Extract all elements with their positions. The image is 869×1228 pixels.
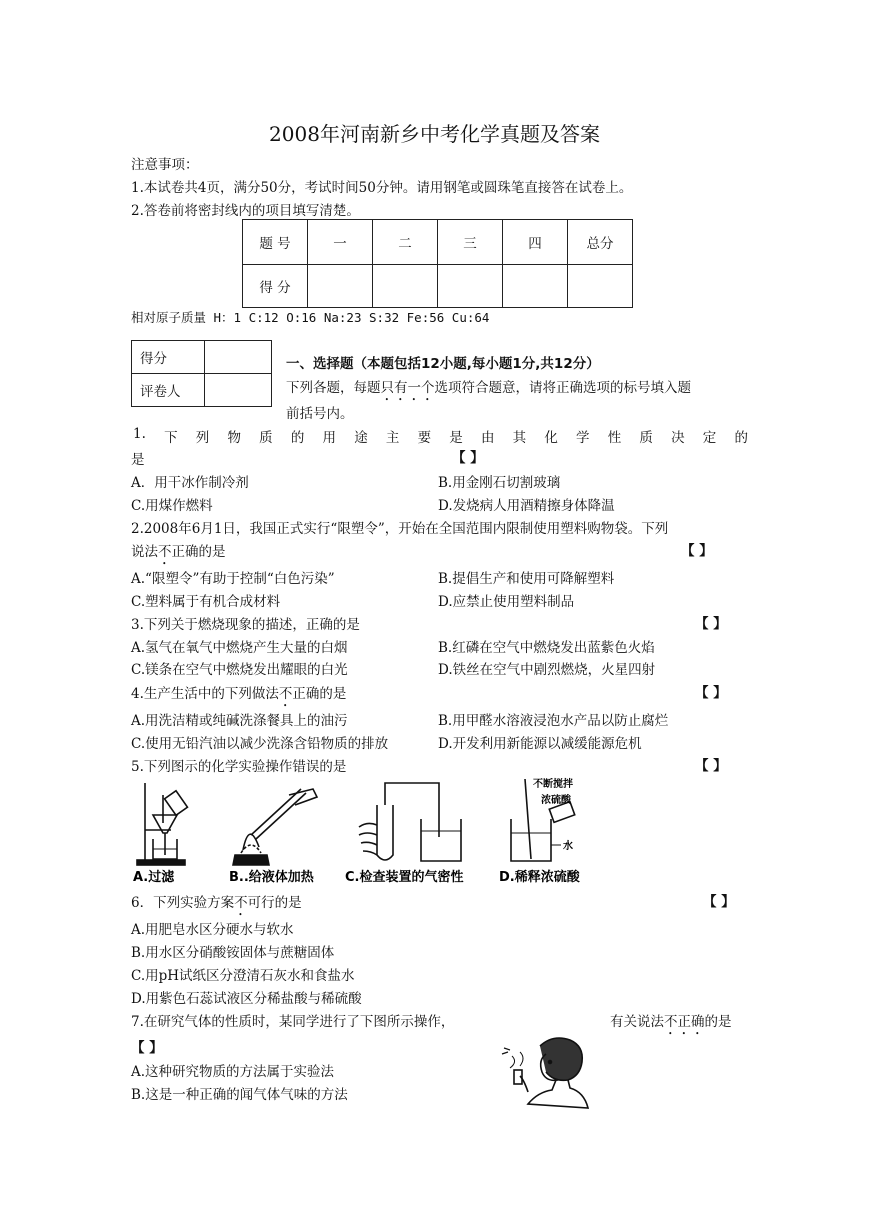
q1-char: 决 bbox=[671, 430, 685, 446]
q6-answer-bracket[interactable]: 【 】 bbox=[703, 894, 735, 910]
q1-option-c: C.用煤作燃料 bbox=[131, 498, 213, 514]
q4-answer-bracket[interactable]: 【 】 bbox=[695, 685, 727, 701]
q6-option-d: D.用紫色石蕊试液区分稀盐酸与稀硫酸 bbox=[131, 991, 362, 1007]
q7-stem-right bbox=[610, 1010, 732, 1038]
score-cell[interactable] bbox=[438, 265, 503, 308]
q5-label-c: C.检查装置的气密性 bbox=[345, 870, 464, 885]
q4-stem bbox=[131, 682, 346, 710]
q1-option-a: A．用干冰作制冷剂 bbox=[131, 475, 249, 491]
grader-name-label: 评卷人 bbox=[132, 374, 205, 407]
q4-stem-text: 正确的是 bbox=[292, 686, 347, 702]
q4-stem-text: 4.生产生活中的下列做法 bbox=[131, 686, 279, 702]
q1-char: 的 bbox=[290, 430, 305, 446]
q6-stem-text: 可行的是 bbox=[247, 895, 302, 911]
q3-stem: 3.下列关于燃烧现象的描述，正确的是 bbox=[131, 617, 360, 633]
q5-label-d: D.稀释浓硫酸 bbox=[499, 870, 580, 885]
q1-stem bbox=[133, 426, 748, 446]
smelling-gas-illustration-icon bbox=[498, 1032, 598, 1112]
score-header-total: 总分 bbox=[568, 220, 633, 265]
instruction-text: 下列各题，每题 bbox=[286, 380, 381, 396]
q7-stem: 7.在研究气体的性质时，某同学进行了下图所示操作， bbox=[131, 1014, 455, 1030]
q1-char: 学 bbox=[576, 430, 590, 446]
heating-apparatus-icon bbox=[233, 789, 317, 865]
q1-char: 要 bbox=[417, 430, 432, 446]
q2-answer-bracket[interactable]: 【 】 bbox=[681, 543, 713, 559]
q1-char: 质 bbox=[639, 430, 653, 446]
q1-char: 化 bbox=[544, 430, 558, 446]
q4-option-d: D.开发利用新能源以减缓能源危机 bbox=[438, 736, 642, 752]
notice-item-2: 2.答卷前将密封线内的项目填写清楚。 bbox=[131, 203, 360, 219]
q4-option-b: B.用甲醛水溶液浸泡水产品以防止腐烂 bbox=[438, 713, 669, 729]
q7-option-b: B.这是一种正确的闻气体气味的方法 bbox=[131, 1087, 348, 1103]
q1-char: 下 bbox=[164, 430, 178, 446]
q6-option-c: C.用pH试纸区分澄清石灰水和食盐水 bbox=[131, 968, 355, 984]
q1-char: 1. bbox=[133, 426, 146, 442]
grader-score-label: 得分 bbox=[132, 341, 205, 374]
q1-char: 列 bbox=[195, 430, 210, 446]
q1-char: 的 bbox=[734, 430, 748, 446]
q1-char: 物 bbox=[227, 430, 241, 446]
q5-figure bbox=[131, 775, 601, 890]
section1-instruction-line2: 前括号内。 bbox=[286, 406, 354, 422]
airtightness-apparatus-icon bbox=[359, 783, 461, 861]
q2-option-d: D.应禁止使用塑料制品 bbox=[438, 594, 575, 610]
q5-note-water: 水 bbox=[563, 841, 573, 852]
q5-answer-bracket[interactable]: 【 】 bbox=[695, 758, 727, 774]
q2-stem-emphasis: 不 bbox=[158, 544, 172, 560]
score-header-2: 二 bbox=[373, 220, 438, 265]
q1-char: 性 bbox=[607, 430, 622, 446]
q2-stem-line2 bbox=[131, 540, 226, 568]
score-header-4: 四 bbox=[503, 220, 568, 265]
q1-char: 用 bbox=[322, 430, 337, 446]
score-table bbox=[242, 219, 633, 308]
q6-stem-text: 6．下列实验方案 bbox=[131, 895, 235, 911]
q1-answer-bracket[interactable]: 【 】 bbox=[452, 450, 484, 466]
score-cell[interactable] bbox=[503, 265, 568, 308]
page-title: 2008年河南新乡中考化学真题及答案 bbox=[269, 122, 600, 146]
q3-option-b: B.红磷在空气中燃烧发出蓝紫色火焰 bbox=[438, 640, 655, 656]
q1-char: 途 bbox=[354, 430, 368, 446]
q1-char: 其 bbox=[512, 430, 527, 446]
q2-stem-text: 说法 bbox=[131, 544, 158, 560]
notice-item-1: 1.本试卷共4页，满分50分，考试时间50分钟。请用钢笔或圆珠笔直接答在试卷上。 bbox=[131, 180, 633, 196]
score-header-label: 题 号 bbox=[243, 220, 308, 265]
q1-char: 由 bbox=[480, 430, 495, 446]
q1-char: 定 bbox=[702, 430, 717, 446]
grader-name-cell[interactable] bbox=[205, 374, 272, 407]
q3-option-a: A.氢气在氧气中燃烧产生大量的白烟 bbox=[131, 640, 348, 656]
section1-heading: 一、选择题（本题包括12小题,每小题1分,共12分） bbox=[286, 356, 600, 372]
q4-option-a: A.用洗洁精或纯碱洗涤餐具上的油污 bbox=[131, 713, 348, 729]
q4-option-c: C.使用无铅汽油以减少洗涤含铅物质的排放 bbox=[131, 736, 389, 752]
q6-option-b: B.用水区分硝酸铵固体与蔗糖固体 bbox=[131, 945, 335, 961]
q5-label-b: B..给液体加热 bbox=[229, 870, 314, 885]
score-cell[interactable] bbox=[308, 265, 373, 308]
q1-option-b: B.用金刚石切割玻璃 bbox=[438, 475, 561, 491]
q3-option-c: C.镁条在空气中燃烧发出耀眼的白光 bbox=[131, 662, 348, 678]
section1-instruction bbox=[286, 376, 691, 404]
grader-score-cell[interactable] bbox=[205, 341, 272, 374]
q7-option-a: A.这种研究物质的方法属于实验法 bbox=[131, 1064, 335, 1080]
q3-option-d: D.铁丝在空气中剧烈燃烧，火星四射 bbox=[438, 662, 656, 678]
q7-stem-emphasis: 不正确 bbox=[664, 1014, 705, 1030]
q1-char: 主 bbox=[385, 430, 400, 446]
notice-heading: 注意事项： bbox=[131, 157, 199, 173]
score-header-1: 一 bbox=[308, 220, 373, 265]
score-cell[interactable] bbox=[568, 265, 633, 308]
q5-note-acid: 浓硫酸 bbox=[541, 795, 571, 806]
instruction-text: 选项符合题意，请将正确选项的标号填入题 bbox=[434, 380, 691, 396]
q5-label-a: A.过滤 bbox=[133, 870, 175, 885]
q6-option-a: A.用肥皂水区分硬水与软水 bbox=[131, 922, 294, 938]
grader-table bbox=[131, 340, 272, 407]
q2-stem-text: 正确的是 bbox=[171, 544, 226, 560]
instruction-emphasis: 只有一个 bbox=[380, 380, 435, 396]
q2-stem-line1: 2.2008年6月1日，我国正式实行“限塑令”，开始在全国范围内限制使用塑料购物袋。下列 bbox=[131, 521, 669, 537]
q3-answer-bracket[interactable]: 【 】 bbox=[695, 616, 727, 632]
atomic-masses: 相对原子质量 H：1 C:12 O:16 Na:23 S:32 Fe:56 Cu:64 bbox=[131, 310, 490, 325]
filtration-apparatus-icon bbox=[137, 783, 187, 865]
score-header-3: 三 bbox=[438, 220, 503, 265]
q1-char: 是 bbox=[449, 430, 463, 446]
q5-stem: 5.下列图示的化学实验操作错误的是 bbox=[131, 759, 347, 775]
q2-option-c: C.塑料属于有机合成材料 bbox=[131, 594, 281, 610]
q7-stem-text: 有关说法 bbox=[610, 1014, 664, 1030]
q7-answer-bracket[interactable]: 【 】 bbox=[131, 1040, 163, 1056]
q2-option-a: A.“限塑令”有助于控制“白色污染” bbox=[131, 571, 335, 587]
q7-stem-text: 的是 bbox=[704, 1014, 732, 1030]
q6-stem bbox=[131, 891, 302, 919]
q1-stem-line2: 是 bbox=[131, 452, 145, 468]
score-row-label: 得 分 bbox=[243, 265, 308, 308]
q1-option-d: D.发烧病人用酒精擦身体降温 bbox=[438, 498, 615, 514]
q4-stem-emphasis: 不 bbox=[278, 686, 293, 702]
q5-note-stir: 不断搅拌 bbox=[533, 779, 573, 790]
q6-stem-emphasis: 不 bbox=[234, 895, 248, 911]
score-cell[interactable] bbox=[373, 265, 438, 308]
q2-option-b: B.提倡生产和使用可降解塑料 bbox=[438, 571, 615, 587]
q1-char: 质 bbox=[259, 430, 273, 446]
